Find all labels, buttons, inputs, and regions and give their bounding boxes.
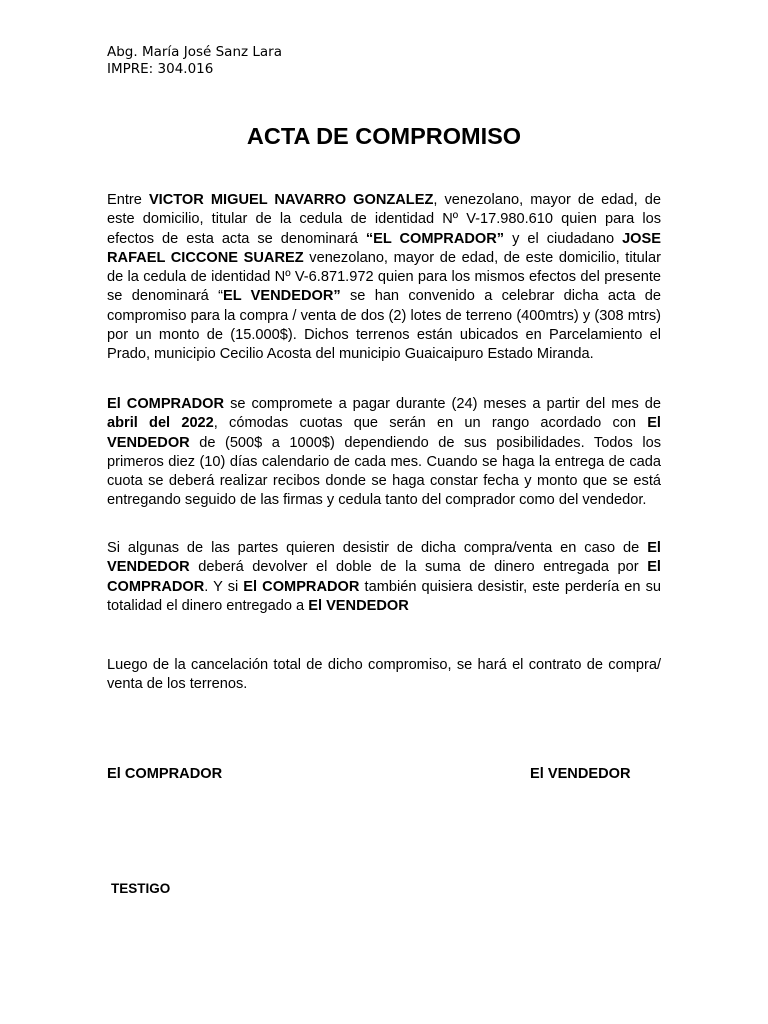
text-run: se han convenido a celebrar dicha acta de compromiso para la compra / venta de dos (2) lotes de terreno (400mtrs) y (308 mtrs) por un monto de (15.000$). Dichos terrenos están ubicados en Parcelamiento el Prado, municipio Cecilio Acosta del municipio Guaicaipuro Estado Miranda.	[107, 288, 661, 363]
paragraph-payment	[107, 395, 661, 511]
document-title: ACTA DE COMPROMISO	[246, 123, 522, 149]
bold-run: El COMPRADOR	[107, 559, 661, 595]
paragraph-closing: Luego de la cancelación total de dicho compromiso, se hará el contrato de compra/ venta de los terrenos.	[107, 657, 661, 693]
text-run: . Y si	[204, 578, 244, 595]
text-run: también quisiera desistir, este perdería en su totalidad el dinero entregado a	[107, 578, 662, 614]
bold-run: El COMPRADOR	[243, 578, 360, 595]
letterhead	[107, 44, 282, 78]
bold-run: El COMPRADOR	[107, 396, 225, 412]
signature-witness: TESTIGO	[111, 881, 171, 896]
seller-label: EL VENDEDOR”	[222, 288, 341, 305]
text-run: , cómodas cuotas que serán en un rango acordado con	[213, 415, 648, 432]
paragraph-parties	[107, 191, 661, 365]
text-run: , venezolano, mayor de edad, de este domicilio, titular de la cedula de identidad Nº V-17.980.610 quien para los efectos de esta acta se denominará	[107, 192, 661, 247]
lawyer-name: Abg. María José Sanz Lara	[107, 44, 283, 60]
text-run: se compromete a pagar durante (24) meses a partir del mes de	[224, 396, 661, 412]
text-run: deberá devolver el doble de la suma de dinero entregada por	[189, 559, 648, 576]
signature-buyer: El COMPRADOR	[107, 766, 223, 782]
bold-run: El VENDEDOR	[107, 415, 661, 451]
paragraph-withdrawal	[107, 539, 661, 616]
impre-number: IMPRE: 304.016	[107, 61, 214, 77]
bold-run: abril del 2022	[107, 415, 214, 432]
buyer-label: “EL COMPRADOR”	[365, 230, 505, 247]
text-run: Si algunas de las partes quieren desistir de dicha compra/venta en caso de	[107, 540, 648, 556]
text-run: de (500$ a 1000$) dependiendo de sus posibilidades. Todos los primeros diez (10) días calendario de cada mes. Cuando se haga la entrega de cada cuota se deberá realizar recibos donde se haga constar fecha y monto que se está entregando seguido de las firmas y cedula tanto del comprador como del vendedor.	[107, 434, 661, 509]
signature-seller: El VENDEDOR	[530, 766, 631, 782]
text-run: y el ciudadano	[504, 230, 623, 247]
bold-run: El VENDEDOR	[308, 597, 409, 614]
bold-run: El VENDEDOR	[107, 540, 661, 576]
seller-name: JOSE RAFAEL CICCONE SUAREZ	[107, 230, 661, 266]
text-run: venezolano, mayor de edad, de este domicilio, titular de la cedula de identidad Nº V-6.871.972 quien para los mismos efectos del presente se denominará “	[107, 249, 661, 305]
text-run: Entre	[107, 192, 149, 208]
buyer-name: VICTOR MIGUEL NAVARRO GONZALEZ	[148, 192, 434, 208]
